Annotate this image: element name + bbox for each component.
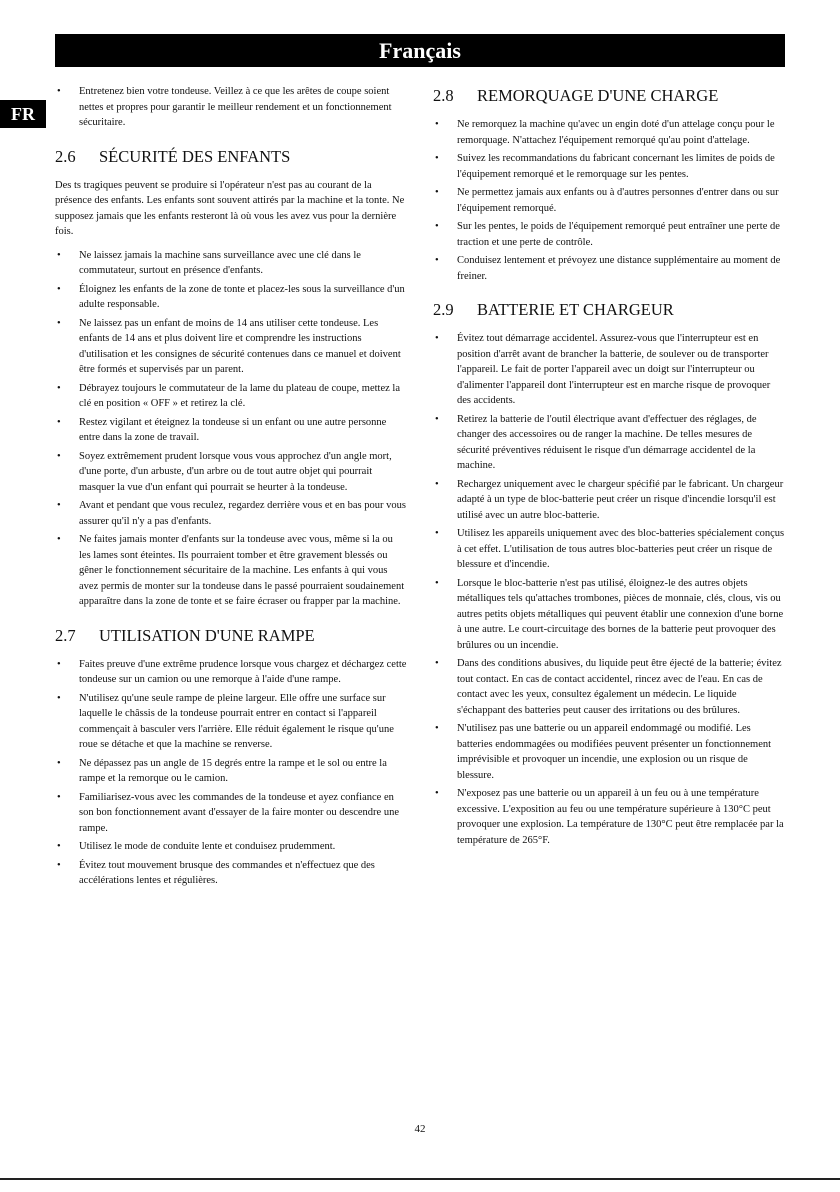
bullet-icon: • <box>57 249 61 261</box>
bullet-icon: • <box>435 528 439 539</box>
bullet-icon: • <box>435 221 439 232</box>
list-item <box>55 532 407 610</box>
list-item <box>433 786 785 848</box>
list-item-text: Restez vigilant et éteignez la tondeuse si un enfant ou une autre personne entre dans la zone de travail. <box>79 416 387 443</box>
bullet-icon: • <box>435 788 439 799</box>
bullet-icon: • <box>435 333 439 344</box>
list-item-text: Ne remorquez la machine qu'avec un engin doté d'un attelage conçu pour le remorquage. N'attachez l'équipement remorqué qu'au point d'attelage. <box>457 119 775 146</box>
list-item-text: N'utilisez pas une batterie ou un appareil endommagé ou modifié. Les batteries endommagées ou modifiées peuvent présenter un fonctionnement imprévisible et provoquer un incendie, une explosion ou un risque de blessure. <box>457 723 772 781</box>
list-item-text: Familiarisez-vous avec les commandes de la tondeuse et ayez confiance en son bon fonctionnement avant d'essayer de la faire monter ou descendre une rampe. <box>79 791 399 834</box>
list-item <box>433 151 785 182</box>
list-item <box>433 185 785 216</box>
list-item-text: Débrayez toujours le commutateur de la lame du plateau de coupe, mettez la clé en position « OFF » et retirez la clé. <box>79 382 400 409</box>
list-item <box>433 253 785 284</box>
right-column <box>433 84 785 851</box>
section-title: BATTERIE ET CHARGEUR <box>477 300 674 319</box>
list-item <box>433 412 785 474</box>
bullet-icon: • <box>57 283 61 295</box>
bullet-icon: • <box>435 577 439 589</box>
bullet-icon: • <box>57 86 61 97</box>
section-title: REMORQUAGE D'UNE CHARGE <box>477 86 719 105</box>
list-item <box>55 282 407 313</box>
list-item <box>433 721 785 783</box>
section-number: 2.8 <box>433 86 454 105</box>
list-item-text: Rechargez uniquement avec le chargeur spécifié par le fabricant. Un chargeur adapté à un type de bloc-batterie peut créer un risque d'incendie lorsqu'il est utilisé avec un autre bloc-batterie. <box>457 478 784 521</box>
bullet-icon: • <box>57 791 61 803</box>
list-item-text: Utilisez le mode de conduite lente et conduisez prudemment. <box>79 841 336 852</box>
bullet-icon: • <box>57 658 61 670</box>
intro-list <box>55 84 407 131</box>
list-item <box>433 656 785 718</box>
language-banner: Français <box>55 34 785 67</box>
list-item <box>433 477 785 524</box>
list-item-text: Ne permettez jamais aux enfants ou à d'autres personnes d'entrer dans ou sur l'équipement remorqué. <box>457 187 779 214</box>
page-number: 42 <box>414 1123 426 1135</box>
list-item <box>55 248 407 279</box>
bullet-icon: • <box>435 187 439 198</box>
list-item-text: Entretenez bien votre tondeuse. Veillez à ce que les arêtes de coupe soient nettes et propres pour garantir le meilleur rendement et un fonctionnement sécuritaire. <box>79 86 392 128</box>
list-item-text: Ne laissez pas un enfant de moins de 14 ans utiliser cette tondeuse. Les enfants de 14 ans et plus doivent lire et comprendre les instructions d'utilisation et les consignes de sécurité contenues dans ce manuel et doivent être formés et supervisés par un parent. <box>79 317 401 375</box>
list-item <box>55 415 407 446</box>
bullet-icon: • <box>57 317 61 329</box>
list-item-text: Éloignez les enfants de la zone de tonte et placez-les sous la surveillance d'un adulte responsable. <box>79 283 405 310</box>
section-number: 2.6 <box>55 146 76 166</box>
list-item <box>433 117 785 148</box>
bullet-icon: • <box>57 841 61 852</box>
list-item-text: Ne faites jamais monter d'enfants sur la tondeuse avec vous, même si la ou les lames sont éteintes. Ils pourraient tomber et être gravement blessés ou gêner le fonctionnement sécuritaire de la machine. Les enfants à qui vous avez permis de monter sur la tondeuse dans le passé pourraient soudainement apparaître dans la zone de tonte et se faire écraser ou frapper par la machine. <box>79 534 405 607</box>
list-item-text: Dans des conditions abusives, du liquide peut être éjecté de la batterie; évitez tout contact. En cas de contact accidentel, rincez avec de l'eau. En cas de contact avec les yeux, consultez également un médecin. Le liquide s'échappant des batteries peut causer des irritations ou des brûlures. <box>457 658 782 716</box>
list-item-text: N'exposez pas une batterie ou un appareil à un feu ou à une température excessive. L'exposition au feu ou une température supérieure à 130°C peut provoquer une explosion. La température de 130°C peut être remplacée par la température de 265°F. <box>457 788 784 846</box>
list-item-text: Utilisez les appareils uniquement avec des bloc-batteries spécialement conçus à cet effet. L'utilisation de tous autres bloc-batteries peut créer un risque de blessure et d'incendie. <box>457 528 785 570</box>
list-item <box>55 84 407 131</box>
list-item-text: Faites preuve d'une extrême prudence lorsque vous chargez et déchargez cette tondeuse sur un camion ou une remorque à l'aide d'une rampe. <box>79 658 407 685</box>
section-2-8-list <box>433 117 785 284</box>
section-2-6-list <box>55 248 407 610</box>
section-heading-2-9 <box>433 300 785 320</box>
bullet-icon: • <box>435 153 439 164</box>
list-item <box>55 381 407 412</box>
list-item <box>55 839 407 855</box>
section-number: 2.9 <box>433 300 454 319</box>
section-2-9-list <box>433 331 785 848</box>
language-side-tab: FR <box>0 100 46 128</box>
list-item <box>433 576 785 654</box>
list-item <box>433 219 785 250</box>
list-item-text: Sur les pentes, le poids de l'équipement remorqué peut entraîner une perte de traction et une perte de contrôle. <box>457 221 780 248</box>
bullet-icon: • <box>57 416 61 428</box>
bottom-rule <box>0 1178 840 1180</box>
list-item <box>55 756 407 787</box>
list-item-text: Retirez la batterie de l'outil électrique avant d'effectuer des réglages, de changer des accessoires ou de ranger la machine. De telles mesures de sécurité préventives réduisent le risque d'un démarrage accidentel de la machine. <box>457 413 757 471</box>
bullet-icon: • <box>57 500 61 511</box>
bullet-icon: • <box>435 478 439 490</box>
list-item-text: N'utilisez qu'une seule rampe de pleine largeur. Elle offre une surface sur laquelle le châssis de la tondeuse pourrait entrer en contact si l'appareil commençait à basculer vers l'arrière. Elle réduit également le risque qu'une roue se détache et que la machine se renverse. <box>79 692 394 750</box>
list-item-text: Lorsque le bloc-batterie n'est pas utilisé, éloignez-le des autres objets métalliques tels qu'attaches trombones, pièces de monnaie, clés, clous, vis ou autres petits objets métalliques qui peuvent établir une connexion d'une borne à une autre. Le court-circuitage des bornes de la batterie peut provoquer des brûlures ou un incendie. <box>457 577 784 651</box>
list-item-text: Avant et pendant que vous reculez, regardez derrière vous et en bas pour vous assurer qu'il n'y a pas d'enfants. <box>79 500 406 527</box>
list-item <box>55 449 407 496</box>
list-item-text: Suivez les recommandations du fabricant concernant les limites de poids de l'équipement remorqué et le remorquage sur les pentes. <box>457 153 775 180</box>
list-item-text: Ne dépassez pas un angle de 15 degrés entre la rampe et le sol ou entre la rampe et la remorque ou le camion. <box>79 757 387 784</box>
bullet-icon: • <box>57 382 61 394</box>
list-item-text: Évitez tout mouvement brusque des commandes et n'effectuez que des accélérations lentes et régulières. <box>79 859 375 886</box>
bullet-icon: • <box>57 859 61 871</box>
list-item-text: Évitez tout démarrage accidentel. Assurez-vous que l'interrupteur est en position d'arrêt avant de brancher la batterie, de soulever ou de transporter l'appareil. Le fait de porter l'appareil avec un doigt sur l'interrupteur ou d'alimenter l'appareil dont l'interrupteur est en marche risque de provoquer des accidents. <box>457 333 771 406</box>
section-heading-2-6 <box>55 147 407 167</box>
bullet-icon: • <box>435 255 439 266</box>
bullet-icon: • <box>57 534 61 545</box>
list-item <box>55 790 407 837</box>
section-title: UTILISATION D'UNE RAMPE <box>99 625 315 645</box>
bullet-icon: • <box>57 450 61 462</box>
list-item <box>55 498 407 529</box>
bullet-icon: • <box>435 723 439 734</box>
section-heading-2-7 <box>55 626 407 646</box>
list-item <box>55 657 407 688</box>
bullet-icon: • <box>435 658 439 669</box>
bullet-icon: • <box>435 119 439 130</box>
section-number: 2.7 <box>55 625 76 645</box>
left-column <box>55 84 407 892</box>
list-item-text: Ne laissez jamais la machine sans surveillance avec une clé dans le commutateur, surtout en présence d'enfants. <box>79 249 361 276</box>
list-item <box>55 691 407 753</box>
list-item-text: Soyez extrêmement prudent lorsque vous vous approchez d'un angle mort, d'une porte, d'un arbuste, d'un arbre ou de tout autre objet qui pourrait masquer la vue d'un enfant qui pourrait se heurter à la tondeuse. <box>79 450 392 493</box>
list-item <box>55 316 407 378</box>
section-2-7-list <box>55 657 407 889</box>
bullet-icon: • <box>57 692 61 704</box>
list-item <box>433 526 785 573</box>
bullet-icon: • <box>435 413 439 425</box>
list-item-text: Conduisez lentement et prévoyez une distance supplémentaire au moment de freiner. <box>457 255 781 282</box>
list-item <box>55 858 407 889</box>
list-item <box>433 331 785 409</box>
section-paragraph: Des ts tragiques peuvent se produire si l'opérateur n'est pas au courant de la présence des enfants. Les enfants sont souvent attirés par la machine et la tonte. Ne supposez jamais que les enfants resteront là où vous les avez vus pour la dernière fois. <box>55 179 405 237</box>
section-title: SÉCURITÉ DES ENFANTS <box>99 146 291 166</box>
section-heading-2-8 <box>433 86 785 106</box>
bullet-icon: • <box>57 757 61 769</box>
